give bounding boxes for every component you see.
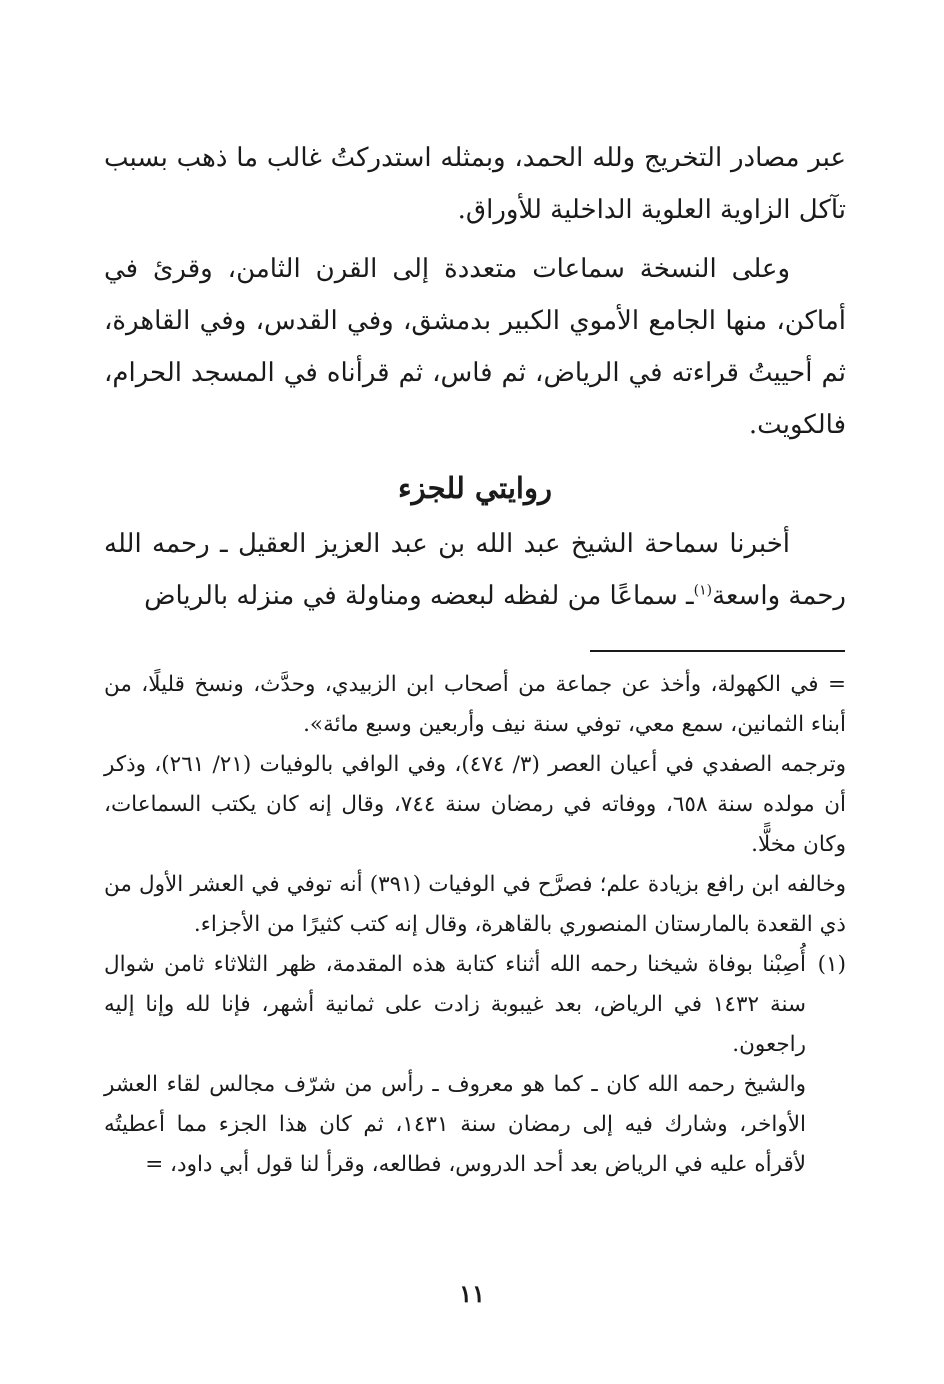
section-heading: روايتي للجزء <box>398 471 552 505</box>
paragraph-text-before-ref: أخبرنا سماحة الشيخ عبد الله بن عبد العزيز العقيل ـ رحمه الله رحمة واسعة <box>104 529 846 611</box>
paragraph-text-after-ref: ـ سماعًا من لفظه لبعضه ومناولة في منزله بالرياض <box>144 581 694 611</box>
footnote-continuation: وترجمه الصفدي في أعيان العصر (٣/ ٤٧٤)، وفي الوافي بالوفيات (٢١/ ٢٦١)، وذكر أن مولده سنة ٦٥٨، ووفاته في رمضان سنة ٧٤٤، وقال إنه كان يكتب السماعات، وكان مخلًّا. <box>104 752 847 857</box>
footnote-entry-1 <box>104 945 846 1065</box>
body-paragraph-1 <box>104 132 846 236</box>
footnote-text-continued: والشيخ رحمه الله كان ـ كما هو معروف ـ رأس من شرّف مجالس لقاء العشر الأواخر، وشارك فيه إلى رمضان سنة ١٤٣١، ثم كان هذا الجزء مما أعطيتُه لأقرأه عليه في الرياض بعد أحد الدروس، فطالعه، وقرأ لنا قول أبي داود، = <box>104 1072 806 1177</box>
footnote-continuation: وخالفه ابن رافع بزيادة علم؛ فصرَّح في الوفيات (٣٩١) أنه توفي في العشر الأول من ذي القعدة بالمارستان المنصوري بالقاهرة، وقال إنه كتب كثيرًا من الأجزاء. <box>104 872 846 937</box>
footnotes-section <box>104 665 846 1185</box>
paragraph-text: وعلى النسخة سماعات متعددة إلى القرن الثامن، وقرئ في أماكن، منها الجامع الأموي الكبير بدمشق، وفي القدس، وفي القاهرة، ثم أحييتُ قراءته في الرياض، ثم فاس، ثم قرأناه في المسجد الحرام، فالكويت. <box>104 254 846 440</box>
footnote-separator <box>590 650 845 652</box>
footnote-text: أُصِبْنا بوفاة شيخنا رحمه الله أثناء كتابة هذه المقدمة، ظهر الثلاثاء ثامن شوال سنة ١٤٣٢ في الرياض، بعد غيبوبة زادت على ثمانية أشهر، فإنا لله وإنا إليه راجعون. <box>104 952 806 1057</box>
body-paragraph-3 <box>104 518 846 622</box>
footnote-number: (١) <box>817 952 846 977</box>
footnote-continuation: = في الكهولة، وأخذ عن جماعة من أصحاب ابن الزبيدي، وحدَّث، ونسخ قليلًا، من أبناء الثمانين، سمع معي، توفي سنة نيف وأربعين وسبع مائة». <box>104 672 846 737</box>
footnote-reference: (١) <box>693 582 713 599</box>
page-number: ١١ <box>459 1279 485 1308</box>
body-paragraph-2 <box>104 243 846 451</box>
paragraph-text: عبر مصادر التخريج ولله الحمد، وبمثله استدركتُ غالب ما ذهب بسبب تآكل الزاوية العلوية الداخلية للأوراق. <box>104 143 846 225</box>
paragraph-text <box>104 518 846 622</box>
